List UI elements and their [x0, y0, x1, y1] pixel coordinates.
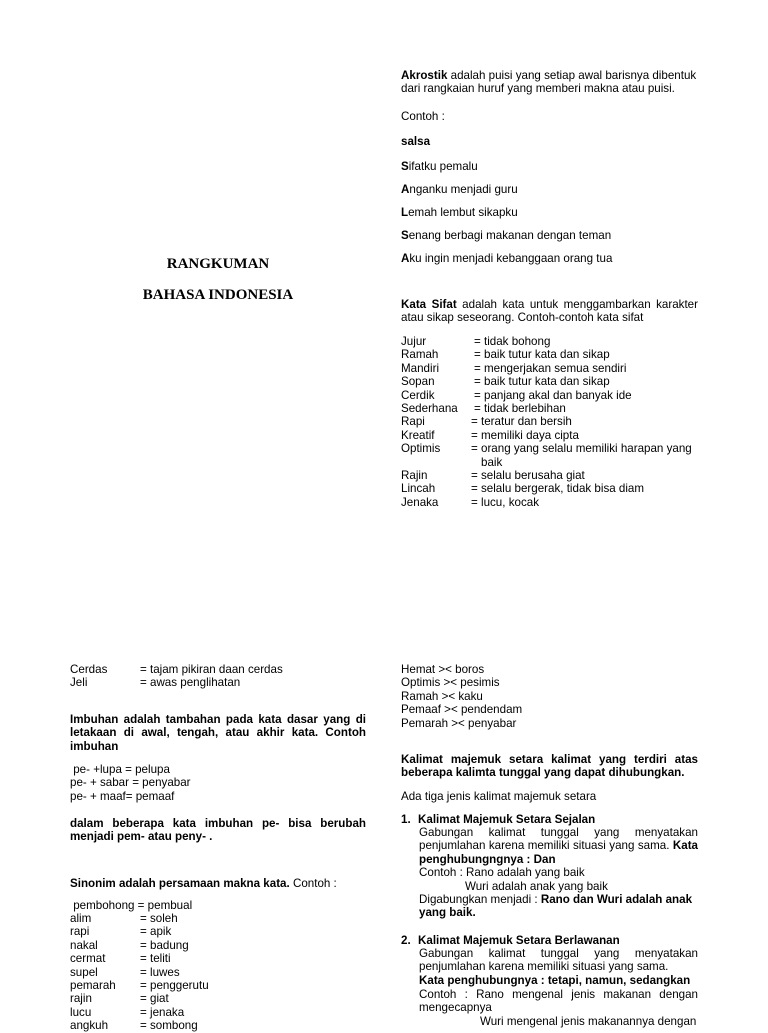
imbuhan-examples — [70, 763, 370, 803]
akrostik-line-rest: enang berbagi makanan dengan teman — [408, 229, 612, 242]
definition-term: Rapi — [401, 415, 425, 429]
akrostik-line-rest: ifatku pemalu — [408, 160, 478, 173]
definition-value: = sombong — [140, 1019, 198, 1033]
definition-row — [401, 469, 701, 482]
definition-row — [70, 1006, 370, 1019]
definition-term: Cerdas — [70, 663, 108, 676]
imbuhan-note: dalam beberapa kata imbuhan pe- bisa berubah menjadi pem- atau peny- . — [70, 817, 366, 844]
definition-term: lucu — [70, 1005, 92, 1019]
definition-row — [70, 992, 370, 1005]
definition-row — [70, 676, 370, 689]
akrostik-line — [401, 160, 478, 173]
definition-term: rajin — [70, 992, 92, 1006]
akrostik-line-rest: ku ingin menjadi kebanggaan orang tua — [409, 252, 613, 265]
kata-sifat-definition-text: adalah kata untuk menggambarkan karakter atau sikap seseorang. Contoh-contoh kata sifat — [401, 298, 698, 325]
majemuk-item-1-description — [419, 826, 698, 866]
majemuk-item-1-merged — [419, 893, 698, 920]
sinonim-definition — [70, 877, 370, 890]
item-conjunction: Kata penghubungnya : tetapi, namun, sedangkan — [419, 974, 691, 987]
definition-term: Rajin — [401, 468, 428, 482]
akrostik-initial: A — [401, 252, 410, 265]
definition-term: Jujur — [401, 335, 427, 348]
akrostik-initial: A — [401, 183, 410, 196]
sinonim-first: pembohong = pembual — [70, 899, 193, 912]
akrostik-line — [401, 206, 518, 219]
definition-row — [401, 456, 701, 469]
definition-value: baik — [481, 455, 503, 469]
akrostik-line — [401, 252, 612, 265]
item-number: 2. — [401, 934, 411, 947]
definition-term: cermat — [70, 952, 106, 966]
definition-value: = memiliki daya cipta — [471, 428, 579, 442]
definition-value: = tajam pikiran daan cerdas — [140, 663, 283, 676]
definition-term: Jeli — [70, 676, 88, 690]
antonim-list — [401, 663, 701, 730]
definition-term: supel — [70, 965, 98, 979]
definition-value: = apik — [140, 925, 172, 939]
definition-row — [401, 375, 701, 388]
imbuhan-example: pe- +lupa = pelupa — [70, 763, 170, 776]
item-description: Gabungan kalimat tunggal yang menyatakan penjumlahan karena memiliki situasi yang sama. — [419, 947, 698, 974]
akrostik-word: salsa — [401, 135, 431, 148]
definition-row — [401, 496, 701, 509]
definition-row — [401, 482, 701, 495]
definition-term: alim — [70, 912, 92, 925]
definition-term: Sopan — [401, 375, 435, 389]
definition-value: = teratur dan bersih — [471, 415, 572, 429]
cover-title-line1: RANGKUMAN — [166, 256, 270, 272]
definition-row — [70, 952, 370, 965]
majemuk-item-2-heading — [401, 934, 701, 948]
definition-row — [401, 348, 701, 361]
definition-value: = luwes — [140, 965, 180, 979]
definition-value: = baik tutur kata dan sikap — [474, 375, 610, 389]
imbuhan-example: pe- + maaf= pemaaf — [70, 789, 175, 803]
akrostik-line — [401, 229, 611, 242]
majemuk-definition: Kalimat majemuk setara kalimat yang terdiri atas beberapa kalimta tunggal yang dapat dihubungkan. — [401, 753, 698, 780]
definition-row — [401, 335, 701, 348]
item-example: Wuri mengenal jenis makanannya dengan — [480, 1015, 697, 1028]
definition-row — [70, 966, 370, 979]
definition-value: = soleh — [140, 912, 178, 925]
definition-row — [401, 442, 701, 455]
sinonim-definition-rest: Contoh : — [289, 877, 337, 890]
definition-value: = tidak berlebihan — [474, 401, 566, 415]
definition-row — [401, 389, 701, 402]
definition-value: = lucu, kocak — [471, 495, 539, 509]
akrostik-initial: L — [401, 206, 409, 219]
definition-row — [70, 939, 370, 952]
definition-row — [401, 429, 701, 442]
definition-value: = orang yang selalu memiliki harapan yang — [471, 442, 692, 456]
akrostik-term: Akrostik — [401, 69, 448, 82]
definition-value: = badung — [140, 938, 189, 952]
definition-row — [401, 415, 701, 428]
cover-title-line2: BAHASA INDONESIA — [142, 287, 294, 303]
imbuhan-definition: Imbuhan adalah tambahan pada kata dasar yang di letakaan di awal, tengah, atau akhir kata. Contoh imbuhan — [70, 713, 366, 753]
item-title: Kalimat Majemuk Setara Sejalan — [418, 813, 596, 826]
extra-definitions — [70, 663, 370, 690]
item-example: Contoh : Rano mengenal jenis makanan dengan mengecapnya — [419, 988, 698, 1015]
definition-term: Jenaka — [401, 495, 439, 509]
item-description: Gabungan kalimat tunggal yang menyatakan penjumlahan karena memiliki situasi yang sama. — [419, 826, 698, 853]
definition-term: Ramah — [401, 348, 439, 362]
definition-row — [70, 1019, 370, 1032]
definition-row — [70, 663, 370, 676]
definition-term: Kreatif — [401, 428, 435, 442]
antonim-pair: Ramah >< kaku — [401, 689, 483, 703]
akrostik-line-rest: nganku menjadi guru — [409, 183, 518, 196]
definition-row — [401, 362, 701, 375]
definition-value: = selalu berusaha giat — [471, 468, 585, 482]
definition-term: Lincah — [401, 482, 436, 496]
definition-term: Mandiri — [401, 361, 440, 375]
definition-term: Sederhana — [401, 401, 458, 415]
imbuhan-example: pe- + sabar = penyabar — [70, 776, 191, 790]
definition-term: pemarah — [70, 978, 116, 992]
akrostik-initial: S — [401, 229, 409, 242]
definition-value: = panjang akal dan banyak ide — [474, 388, 632, 402]
antonim-pair: Pemarah >< penyabar — [401, 716, 517, 730]
merged-label: Digabungkan menjadi : — [419, 893, 541, 906]
definition-value: = baik tutur kata dan sikap — [474, 348, 610, 362]
definition-value: = mengerjakan semua sendiri — [474, 361, 627, 375]
merged-sentence: Rano dan Wuri adalah anak yang baik. — [419, 893, 693, 920]
item-title: Kalimat Majemuk Setara Berlawanan — [418, 934, 620, 947]
definition-value: = tidak bohong — [474, 335, 551, 348]
definition-term: nakal — [70, 938, 98, 952]
antonim-pair: Pemaaf >< pendendam — [401, 703, 523, 717]
definition-value: = awas penglihatan — [140, 676, 241, 690]
sinonim-definition-bold: Sinonim adalah persamaan makna kata. — [70, 877, 290, 890]
akrostik-initial: S — [401, 160, 409, 173]
definition-value: = selalu bergerak, tidak bisa diam — [471, 482, 645, 496]
definition-value: = giat — [140, 992, 169, 1006]
definition-term: Optimis — [401, 442, 441, 456]
kata-sifat-definition — [401, 298, 698, 325]
akrostik-definition-text: adalah puisi yang setiap awal barisnya dibentuk dari rangkaian huruf yang memberi makna atau puisi. — [401, 69, 697, 96]
item-conjunction: Kata penghubungngnya : Dan — [419, 839, 698, 866]
akrostik-definition — [401, 69, 701, 96]
majemuk-intro: Ada tiga jenis kalimat majemuk setara — [401, 790, 597, 803]
akrostik-example-label: Contoh : — [401, 110, 445, 123]
definition-value: = penggerutu — [140, 978, 209, 992]
item-example: Contoh : Rano adalah yang baik — [419, 866, 585, 879]
sinonim-list — [70, 912, 370, 1033]
definition-value: = jenaka — [140, 1005, 185, 1019]
definition-term: rapi — [70, 925, 90, 939]
kata-sifat-term: Kata Sifat — [401, 298, 457, 311]
akrostik-line-rest: emah lembut sikapku — [408, 206, 518, 219]
definition-term: angkuh — [70, 1019, 109, 1033]
kata-sifat-list — [401, 335, 701, 509]
definition-term: Cerdik — [401, 388, 435, 402]
definition-row — [401, 402, 701, 415]
definition-row — [70, 925, 370, 938]
definition-value: = teliti — [140, 952, 171, 966]
antonim-pair: Optimis >< pesimis — [401, 676, 500, 690]
majemuk-item-1-heading — [401, 813, 701, 827]
item-number: 1. — [401, 813, 411, 826]
definition-row — [70, 979, 370, 992]
definition-row — [70, 912, 370, 925]
antonim-pair: Hemat >< boros — [401, 663, 485, 676]
item-example: Wuri adalah anak yang baik — [465, 880, 608, 893]
akrostik-line — [401, 183, 518, 196]
